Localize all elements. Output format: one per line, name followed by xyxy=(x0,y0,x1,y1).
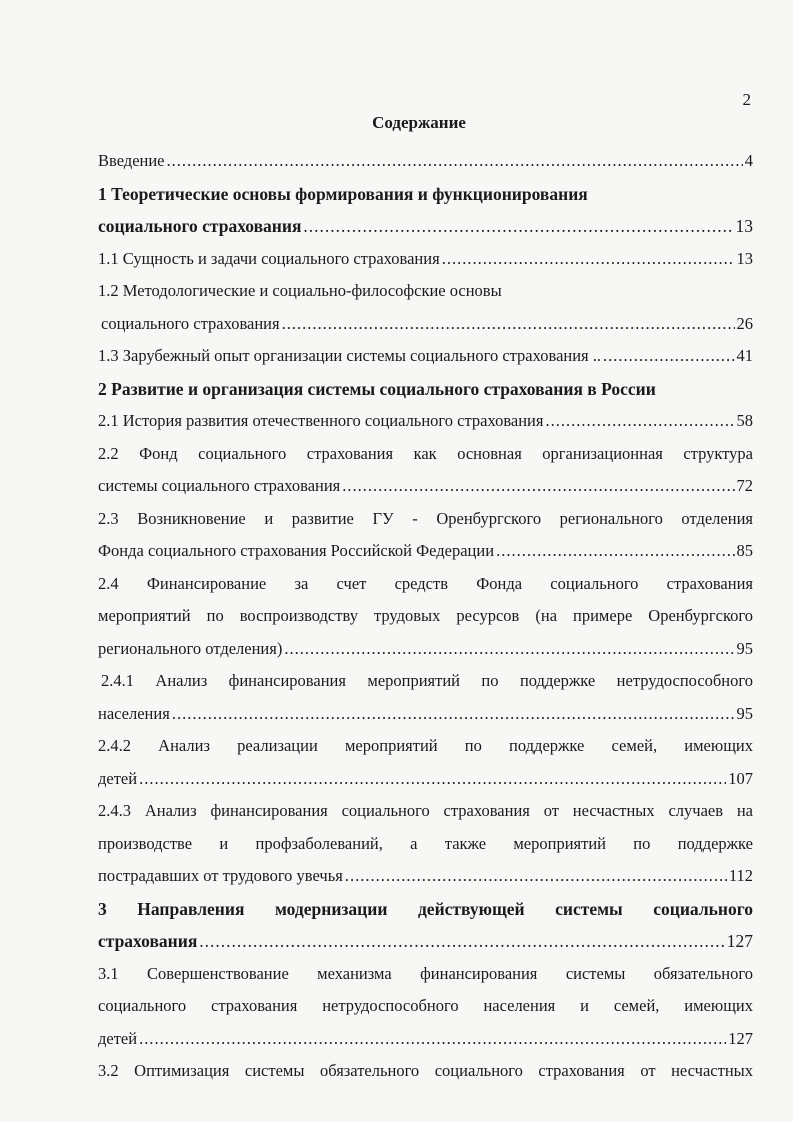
dot-leader xyxy=(282,308,735,341)
toc-entry-page: 26 xyxy=(736,313,753,333)
dot-leader xyxy=(172,698,735,731)
toc-entry-text: 2.4.2 Анализ реализации мероприятий по поддержке семей, имеющих xyxy=(98,736,753,755)
dot-leader xyxy=(139,1023,726,1056)
toc-entry-page: 127 xyxy=(728,1028,753,1048)
toc-section-2-4-3 xyxy=(98,795,753,893)
toc-chapter-1 xyxy=(98,178,753,243)
toc-entry-text: 2.1 История развития отечественного социального страхования xyxy=(98,411,544,430)
toc-entry-page: 41 xyxy=(736,346,753,365)
toc-entry-text: 3.2 Оптимизация системы обязательного социального страхования от несчастных xyxy=(98,1061,753,1080)
toc-entry-page: 4 xyxy=(744,151,753,170)
toc-entry-text: системы социального страхования xyxy=(98,476,341,495)
toc-entry-text: пострадавших от трудового увечья xyxy=(98,866,343,885)
toc-section-2-4 xyxy=(98,568,753,666)
toc-entry-text: Фонда социального страхования Российской Федерации xyxy=(98,541,495,560)
toc-entry-text: детей xyxy=(98,768,138,788)
toc-entry-text: 2.2 Фонд социального страхования как основная организационная структура xyxy=(98,443,753,463)
toc-entry-text: 2 Развитие и организация системы социального страхования в России xyxy=(98,378,656,399)
toc-entry-text: населения xyxy=(98,703,170,723)
toc-entry-text: 3.1 Совершенствование механизма финансирования системы обязательного xyxy=(98,963,753,983)
toc-section-2-1 xyxy=(98,405,753,438)
dot-leader xyxy=(545,405,734,438)
toc-entry-text: 2.4.3 Анализ финансирования социального страхования от несчастных случаев на xyxy=(98,801,753,820)
toc-section-1-2 xyxy=(98,275,753,340)
toc-entry-page: 95 xyxy=(736,703,753,723)
toc-section-2-4-2 xyxy=(98,730,753,795)
table-of-contents xyxy=(98,145,753,1088)
page-title: Содержание xyxy=(372,113,466,132)
toc-entry-text: 2.4 Финансирование за счет средств Фонда социального страхования xyxy=(98,573,753,593)
dot-leader xyxy=(199,925,724,958)
toc-entry-intro xyxy=(98,145,753,178)
toc-entry-text: страхования xyxy=(98,931,198,951)
page-number: 2 xyxy=(742,90,751,109)
toc-entry-text: регионального отделения) xyxy=(98,638,283,658)
toc-entry-text: производстве и профзаболеваний, а также мероприятий по поддержке xyxy=(98,833,753,853)
toc-entry-text: социального страхования нетрудоспособного населения и семей, имеющих xyxy=(98,996,753,1015)
toc-entry-text: социального страхования xyxy=(101,313,280,333)
toc-entry-text: Введение xyxy=(98,151,165,170)
toc-chapter-3 xyxy=(98,893,753,958)
toc-entry-page: 13 xyxy=(735,216,753,236)
toc-entry-page: 58 xyxy=(736,411,753,430)
toc-entry-page: 127 xyxy=(726,931,753,951)
toc-entry-page: 112 xyxy=(728,866,753,885)
toc-entry-page: 107 xyxy=(728,768,753,788)
toc-entry-page: 13 xyxy=(736,248,753,268)
toc-entry-text: мероприятий по воспроизводству трудовых ресурсов (на примере Оренбургского xyxy=(98,606,753,625)
dot-leader xyxy=(303,210,733,243)
dot-leader xyxy=(442,243,735,276)
dot-leader xyxy=(496,535,734,568)
toc-section-1-3 xyxy=(98,340,753,373)
toc-entry-text: 1.2 Методологические и социально-философские основы xyxy=(98,281,502,300)
dot-leader xyxy=(284,633,734,666)
toc-entry-text: 3 Направления модернизации действующей системы социального xyxy=(98,898,753,919)
toc-entry-page: 85 xyxy=(736,541,753,560)
toc-section-2-3 xyxy=(98,503,753,568)
toc-entry-text: социального страхования xyxy=(98,216,302,236)
toc-section-3-2 xyxy=(98,1055,753,1088)
dot-leader xyxy=(167,145,743,178)
dot-leader xyxy=(345,860,727,893)
toc-entry-page: 72 xyxy=(736,476,753,495)
toc-chapter-2 xyxy=(98,373,753,406)
toc-entry-text: 2.4.1 Анализ финансирования мероприятий по поддержке нетрудоспособного xyxy=(101,671,753,690)
toc-section-2-2 xyxy=(98,438,753,503)
toc-entry-text: 1.3 Зарубежный опыт организации системы социального страхования .. xyxy=(98,346,602,365)
dot-leader xyxy=(342,470,734,503)
toc-entry-page: 95 xyxy=(736,638,753,658)
toc-entry-text: 2.3 Возникновение и развитие ГУ - Оренбургского регионального отделения xyxy=(98,508,753,528)
toc-entry-text: 1 Теоретические основы формирования и функционирования xyxy=(98,183,588,204)
toc-section-2-4-1 xyxy=(98,665,753,730)
toc-entry-text: 1.1 Сущность и задачи социального страхования xyxy=(98,248,440,268)
toc-section-3-1 xyxy=(98,958,753,1056)
dot-leader xyxy=(603,340,734,373)
toc-section-1-1 xyxy=(98,243,753,276)
dot-leader xyxy=(139,763,726,796)
toc-entry-text: детей xyxy=(98,1028,138,1048)
